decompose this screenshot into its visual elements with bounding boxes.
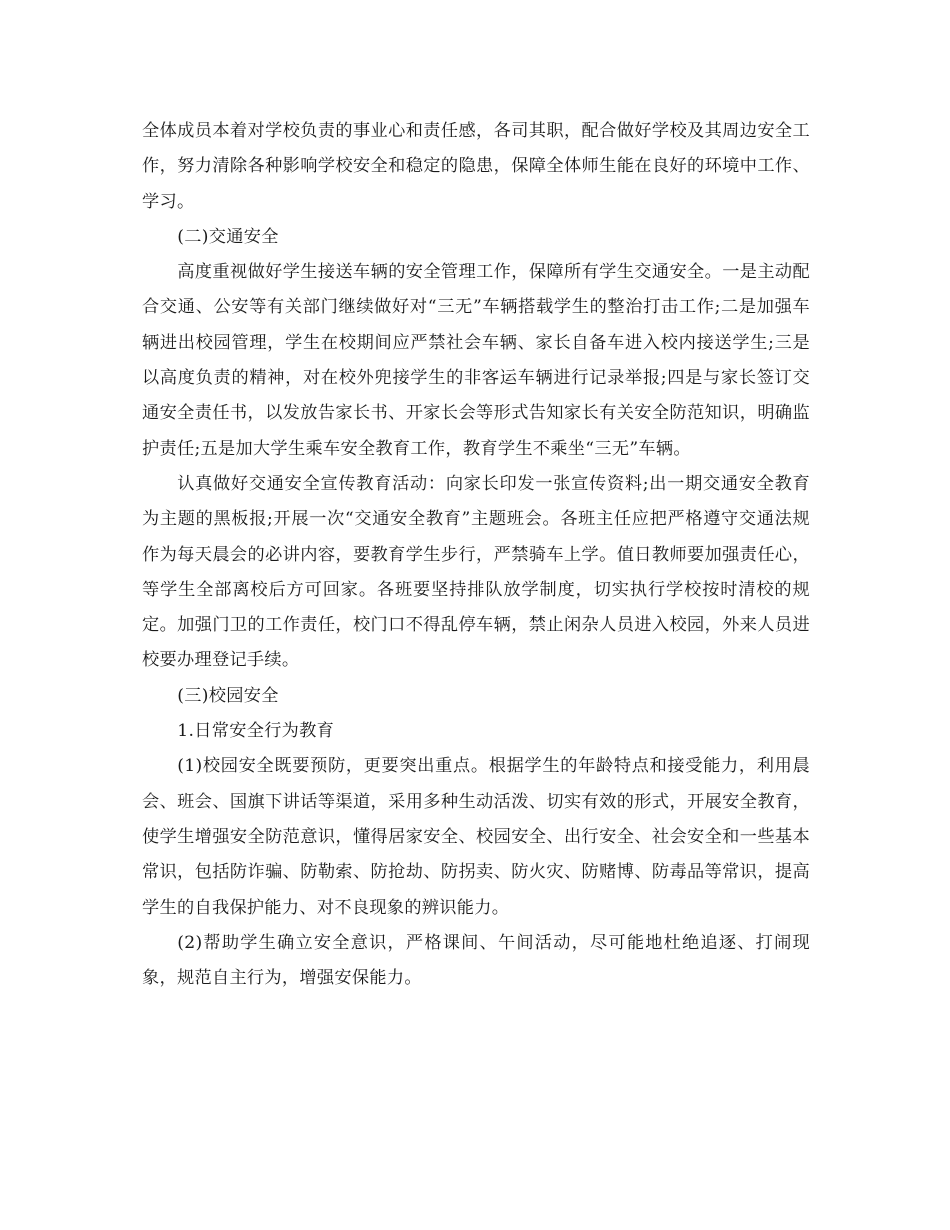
- body-paragraph-2: 高度重视做好学生接送车辆的安全管理工作，保障所有学生交通安全。一是主动配合交通、公安等有关部门继续做好对“三无”车辆搭载学生的整治打击工作;二是加强车辆进出校园管理，学生在校期间应严禁社会车辆、家长自备车进入校内接送学生;三是以高度负责的精神，对在校外兜接学生的非客运车辆进行记录举报;四是与家长签订交通安全责任书，以发放告家长书、开家长会等形式告知家长有关安全防范知识，明确监护责任;五是加大学生乘车安全教育工作，教育学生不乘坐“三无”车辆。: [142, 262, 810, 459]
- body-paragraph-3: 认真做好交通安全宣传教育活动：向家长印发一张宣传资料;出一期交通安全教育为主题的黑板报;开展一次“交通安全教育”主题班会。各班主任应把严格遵守交通法规作为每天晨会的必讲内容，要教育学生步行，严禁骑车上学。值日教师要加强责任心，等学生全部离校后方可回家。各班要坚持排队放学制度，切实执行学校按时清校的规定。加强门卫的工作责任，校门口不得乱停车辆，禁止闲杂人员进入校园，外来人员进校要办理登记手续。: [142, 473, 810, 671]
- body-paragraph-5: (2)帮助学生确立安全意识，严格课间、午间活动，尽可能地杜绝追逐、打闹现象，规范自主行为，增强安保能力。: [142, 932, 810, 989]
- subsection-heading-daily-safety: 1.日常安全行为教育: [177, 721, 335, 742]
- document-page: [142, 114, 810, 996]
- body-paragraph-1: 全体成员本着对学校负责的事业心和责任感，各司其职，配合做好学校及其周边安全工作，努力清除各种影响学校安全和稳定的隐患，保障全体师生能在良好的环境中工作、学习。: [142, 121, 810, 212]
- section-heading-traffic-safety: (二)交通安全: [177, 226, 279, 247]
- section-heading-campus-safety: (三)校园安全: [177, 685, 279, 706]
- body-paragraph-4: (1)校园安全既要预防，更要突出重点。根据学生的年龄特点和接受能力，利用晨会、班会、国旗下讲话等渠道，采用多种生动活泼、切实有效的形式，开展安全教育，使学生增强安全防范意识，懂得居家安全、校园安全、出行安全、社会安全和一些基本常识，包括防诈骗、防勒索、防抢劫、防拐卖、防火灾、防赌博、防毒品等常识，提高学生的自我保护能力、对不良现象的辨识能力。: [142, 756, 810, 918]
